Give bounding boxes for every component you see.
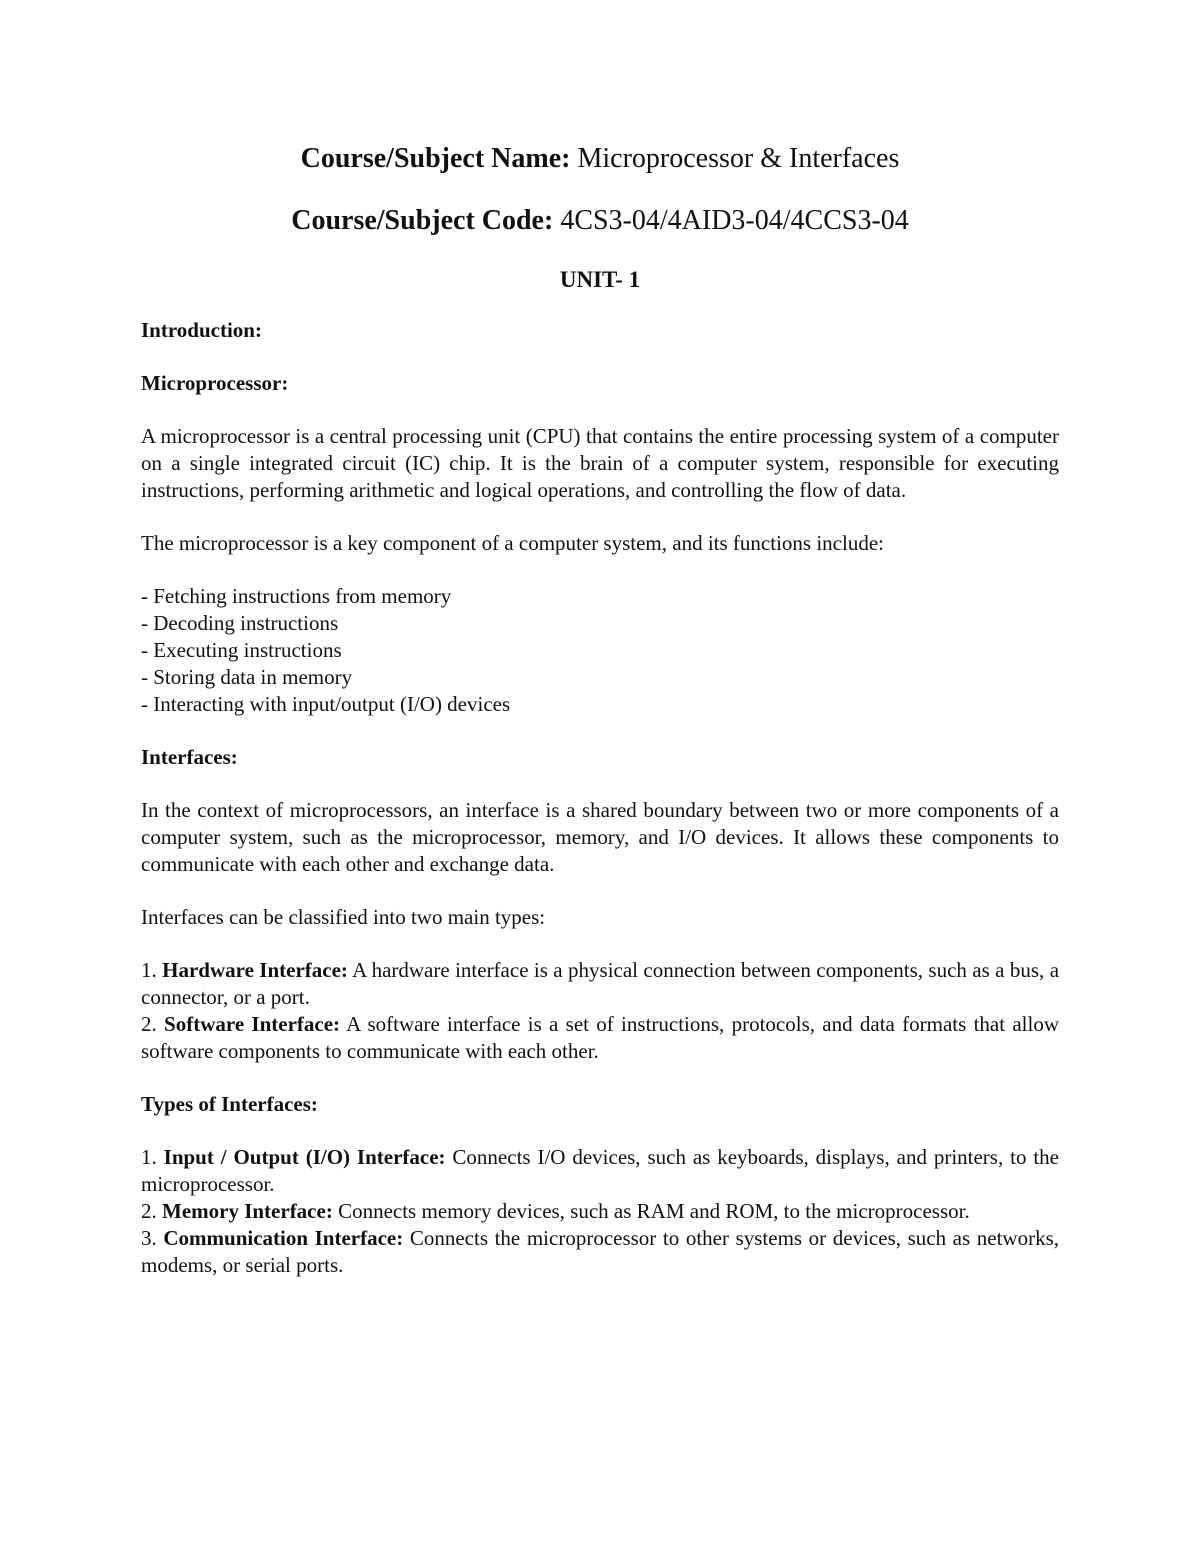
course-name-line bbox=[141, 139, 1059, 179]
unit-title: UNIT- 1 bbox=[559, 267, 641, 292]
course-name-label: Course/Subject Name: bbox=[300, 143, 571, 174]
interfaces-types-intro: Interfaces can be classified into two main types: bbox=[141, 905, 546, 929]
document-body bbox=[141, 135, 1059, 1279]
item-number: 2. bbox=[141, 1012, 165, 1036]
item-text: Connects memory devices, such as RAM and ROM, to the microprocessor. bbox=[332, 1199, 970, 1223]
interfaces-definition: In the context of microprocessors, an interface is a shared boundary between two or more components of a computer system, such as the microprocessor, memory, and I/O devices. It allows these components to communicate with each other and exchange data. bbox=[141, 798, 1059, 876]
list-item bbox=[141, 1011, 1059, 1065]
list-item: - Executing instructions bbox=[141, 638, 342, 662]
course-code-value: 4CS3-04/4AID3-04/4CCS3-04 bbox=[553, 205, 909, 236]
item-number: 1. bbox=[141, 1145, 164, 1169]
item-number: 1. bbox=[141, 958, 163, 982]
types-of-interfaces-list bbox=[141, 1144, 1059, 1279]
interface-types-list bbox=[141, 957, 1059, 1065]
item-text: A hardware interface is a physical connection between components, such as a bus, a connector, or a port. bbox=[141, 958, 1060, 1009]
item-text: Connects the microprocessor to other systems or devices, such as networks, modems, or serial ports. bbox=[141, 1226, 1059, 1277]
list-item: - Storing data in memory bbox=[141, 665, 353, 689]
types-of-interfaces-heading: Types of Interfaces: bbox=[141, 1092, 318, 1116]
item-label: Communication Interface: bbox=[163, 1226, 404, 1250]
list-item: - Decoding instructions bbox=[141, 611, 339, 635]
interfaces-heading: Interfaces: bbox=[141, 745, 238, 769]
functions-list bbox=[141, 583, 1059, 718]
list-item bbox=[141, 957, 1059, 1011]
microprocessor-functions-intro: The microprocessor is a key component of a computer system, and its functions include: bbox=[141, 531, 884, 555]
course-code-line bbox=[141, 201, 1059, 241]
list-item: - Interacting with input/output (I/O) devices bbox=[141, 692, 511, 716]
list-item bbox=[141, 1144, 1059, 1198]
item-label: Input / Output (I/O) Interface: bbox=[163, 1145, 446, 1169]
list-item: - Fetching instructions from memory bbox=[141, 584, 452, 608]
microprocessor-heading: Microprocessor: bbox=[141, 371, 289, 395]
item-label: Memory Interface: bbox=[162, 1199, 333, 1223]
introduction-heading: Introduction: bbox=[141, 318, 262, 342]
item-text: Connects I/O devices, such as keyboards, displays, and printers, to the microprocessor. bbox=[141, 1145, 1059, 1196]
item-label: Software Interface: bbox=[164, 1012, 341, 1036]
item-number: 3. bbox=[141, 1226, 164, 1250]
microprocessor-definition: A microprocessor is a central processing unit (CPU) that contains the entire processing system of a computer on a single integrated circuit (IC) chip. It is the brain of a computer system, responsible for executing instructions, performing arithmetic and logical operations, and controlling the flow of data. bbox=[141, 424, 1059, 502]
list-item bbox=[141, 1225, 1059, 1279]
item-text: A software interface is a set of instructions, protocols, and data formats that allow software components to communicate with each other. bbox=[141, 1012, 1060, 1063]
item-number: 2. bbox=[141, 1199, 162, 1223]
course-code-label: Course/Subject Code: bbox=[291, 205, 554, 236]
item-label: Hardware Interface: bbox=[162, 958, 348, 982]
list-item bbox=[141, 1198, 1059, 1225]
course-name-value: Microprocessor & Interfaces bbox=[570, 143, 900, 174]
